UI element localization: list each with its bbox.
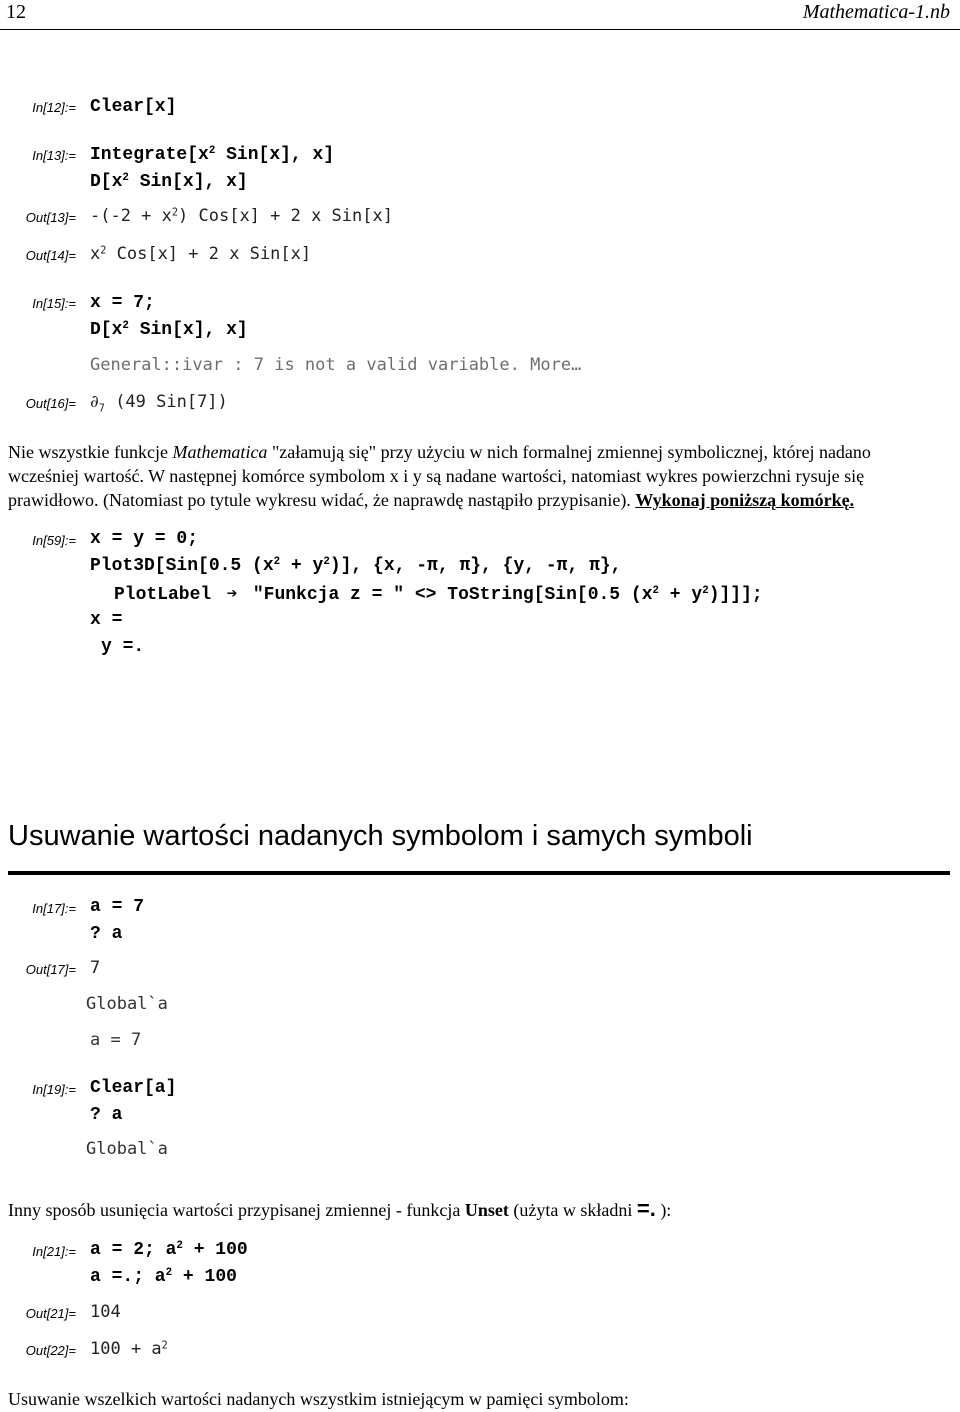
input-cell-17-line2[interactable]: ? a — [90, 924, 123, 944]
input-label-19: In[19]:= — [32, 1082, 76, 1097]
output-cell-13: $-(-2 + x^2)$ Cos[x] + 2 x Sin[x] — [90, 206, 393, 226]
input-cell-19-line1[interactable]: Clear[a] — [90, 1078, 177, 1098]
section-title: Usuwanie wartości nadanych symbolom i samych symboli — [8, 820, 753, 852]
input-label-13: In[13]:= — [32, 148, 76, 163]
input-label-21: In[21]:= — [32, 1244, 76, 1259]
input-cell-19-line2[interactable]: ? a — [90, 1105, 123, 1125]
output-cell-21: 104 — [90, 1302, 121, 1322]
output-label-17: Out[17]= — [25, 962, 76, 977]
output-label-21: Out[21]= — [25, 1306, 76, 1321]
input-label-59: In[59]:= — [32, 533, 76, 548]
partial-derivative-symbol: ∂ — [90, 392, 99, 412]
info-global-a-2: Global`a — [86, 1139, 168, 1159]
info-a-definition: a = 7 — [90, 1030, 142, 1050]
input-cell-21-line2[interactable]: a =.; $a^2 + 100$ — [90, 1267, 237, 1287]
paragraph-unset: Inny sposób usunięcia wartości przypisanej zmiennej - funkcja Unset (użyta w składni =. ): — [8, 1196, 672, 1221]
output-label-16: Out[16]= — [25, 396, 76, 411]
run-cell-link[interactable]: Wykonaj poniższą komórkę. — [635, 490, 855, 510]
input-cell-21-line1[interactable]: a = 2; $a^2 + 100$ — [90, 1240, 248, 1260]
input-cell-59-line2[interactable]: Plot3D[Sin[0.5 $(x^2 + y^2)$], {x, -π, π}, {y, -π, π}, — [90, 556, 622, 576]
input-cell-13-line1[interactable]: $Integrate[x^2$ Sin[x], x] — [90, 145, 335, 165]
paragraph-clear-all: Usuwanie wszelkich wartości nadanych wszystkim istniejącym w pamięci symbolom: — [8, 1389, 629, 1409]
output-cell-14: $x^2$ Cos[x] + 2 x Sin[x] — [90, 244, 312, 264]
input-cell-15-line2[interactable]: $D[x^2$ Sin[x], x] — [90, 320, 248, 340]
output-cell-16: $\partial_7$ (49 Sin[7]) — [90, 392, 228, 415]
right-arrow-icon: ➔ — [226, 585, 238, 605]
input-cell-13-line2[interactable]: $D[x^2$ Sin[x], x] — [90, 172, 248, 192]
input-cell-59-line3[interactable]: PlotLabel ➔ "Funkcja z = " <> ToString[Sin[0.5 $(x^2 + y^2)$]]]; — [114, 585, 763, 605]
page-header — [0, 0, 960, 28]
paragraph-line-3: prawidłowo. (Natomiast po tytule wykresu widać, że naprawdę nastąpiło przypisanie). Wykonaj poniższą komórkę. — [8, 490, 855, 510]
output-cell-22: $100 + a^2$ — [90, 1339, 168, 1359]
page-number: 12 — [6, 1, 26, 23]
more-link[interactable]: More… — [530, 355, 582, 375]
info-global-a: Global`a — [86, 994, 168, 1014]
output-label-13: Out[13]= — [25, 210, 76, 225]
input-cell-12[interactable]: Clear[x] — [90, 97, 177, 117]
paragraph-line-1: Nie wszystkie funkcje Mathematica "załamują się" przy użyciu w nich formalnej zmiennej symbolicznej, której nadano — [8, 442, 871, 462]
input-cell-59-line1[interactable]: x = y = 0; — [90, 529, 199, 549]
document-title: Mathematica-1.nb — [802, 1, 950, 23]
input-cell-17-line1[interactable]: a = 7 — [90, 897, 145, 917]
input-label-17: In[17]:= — [32, 901, 76, 916]
output-label-14: Out[14]= — [25, 248, 76, 263]
input-cell-59-line4[interactable]: x = — [90, 610, 123, 630]
paragraph-line-2: wcześniej wartość. W następnej komórce symbolom x i y są nadane wartości, natomiast wykres powierzchni rysuje się — [8, 466, 865, 486]
input-label-15: In[15]:= — [32, 296, 76, 311]
unset-symbol: =. — [636, 1196, 656, 1221]
input-cell-15-line1[interactable]: x = 7; — [90, 293, 155, 313]
input-cell-59-line5[interactable]: y =. — [101, 637, 145, 657]
error-message: General::ivar : 7 is not a valid variable. More… — [90, 355, 582, 375]
header-divider — [0, 29, 960, 30]
output-cell-17: 7 — [90, 958, 101, 978]
section-divider — [8, 871, 950, 875]
input-label-12: In[12]:= — [32, 100, 76, 115]
output-label-22: Out[22]= — [25, 1343, 76, 1358]
